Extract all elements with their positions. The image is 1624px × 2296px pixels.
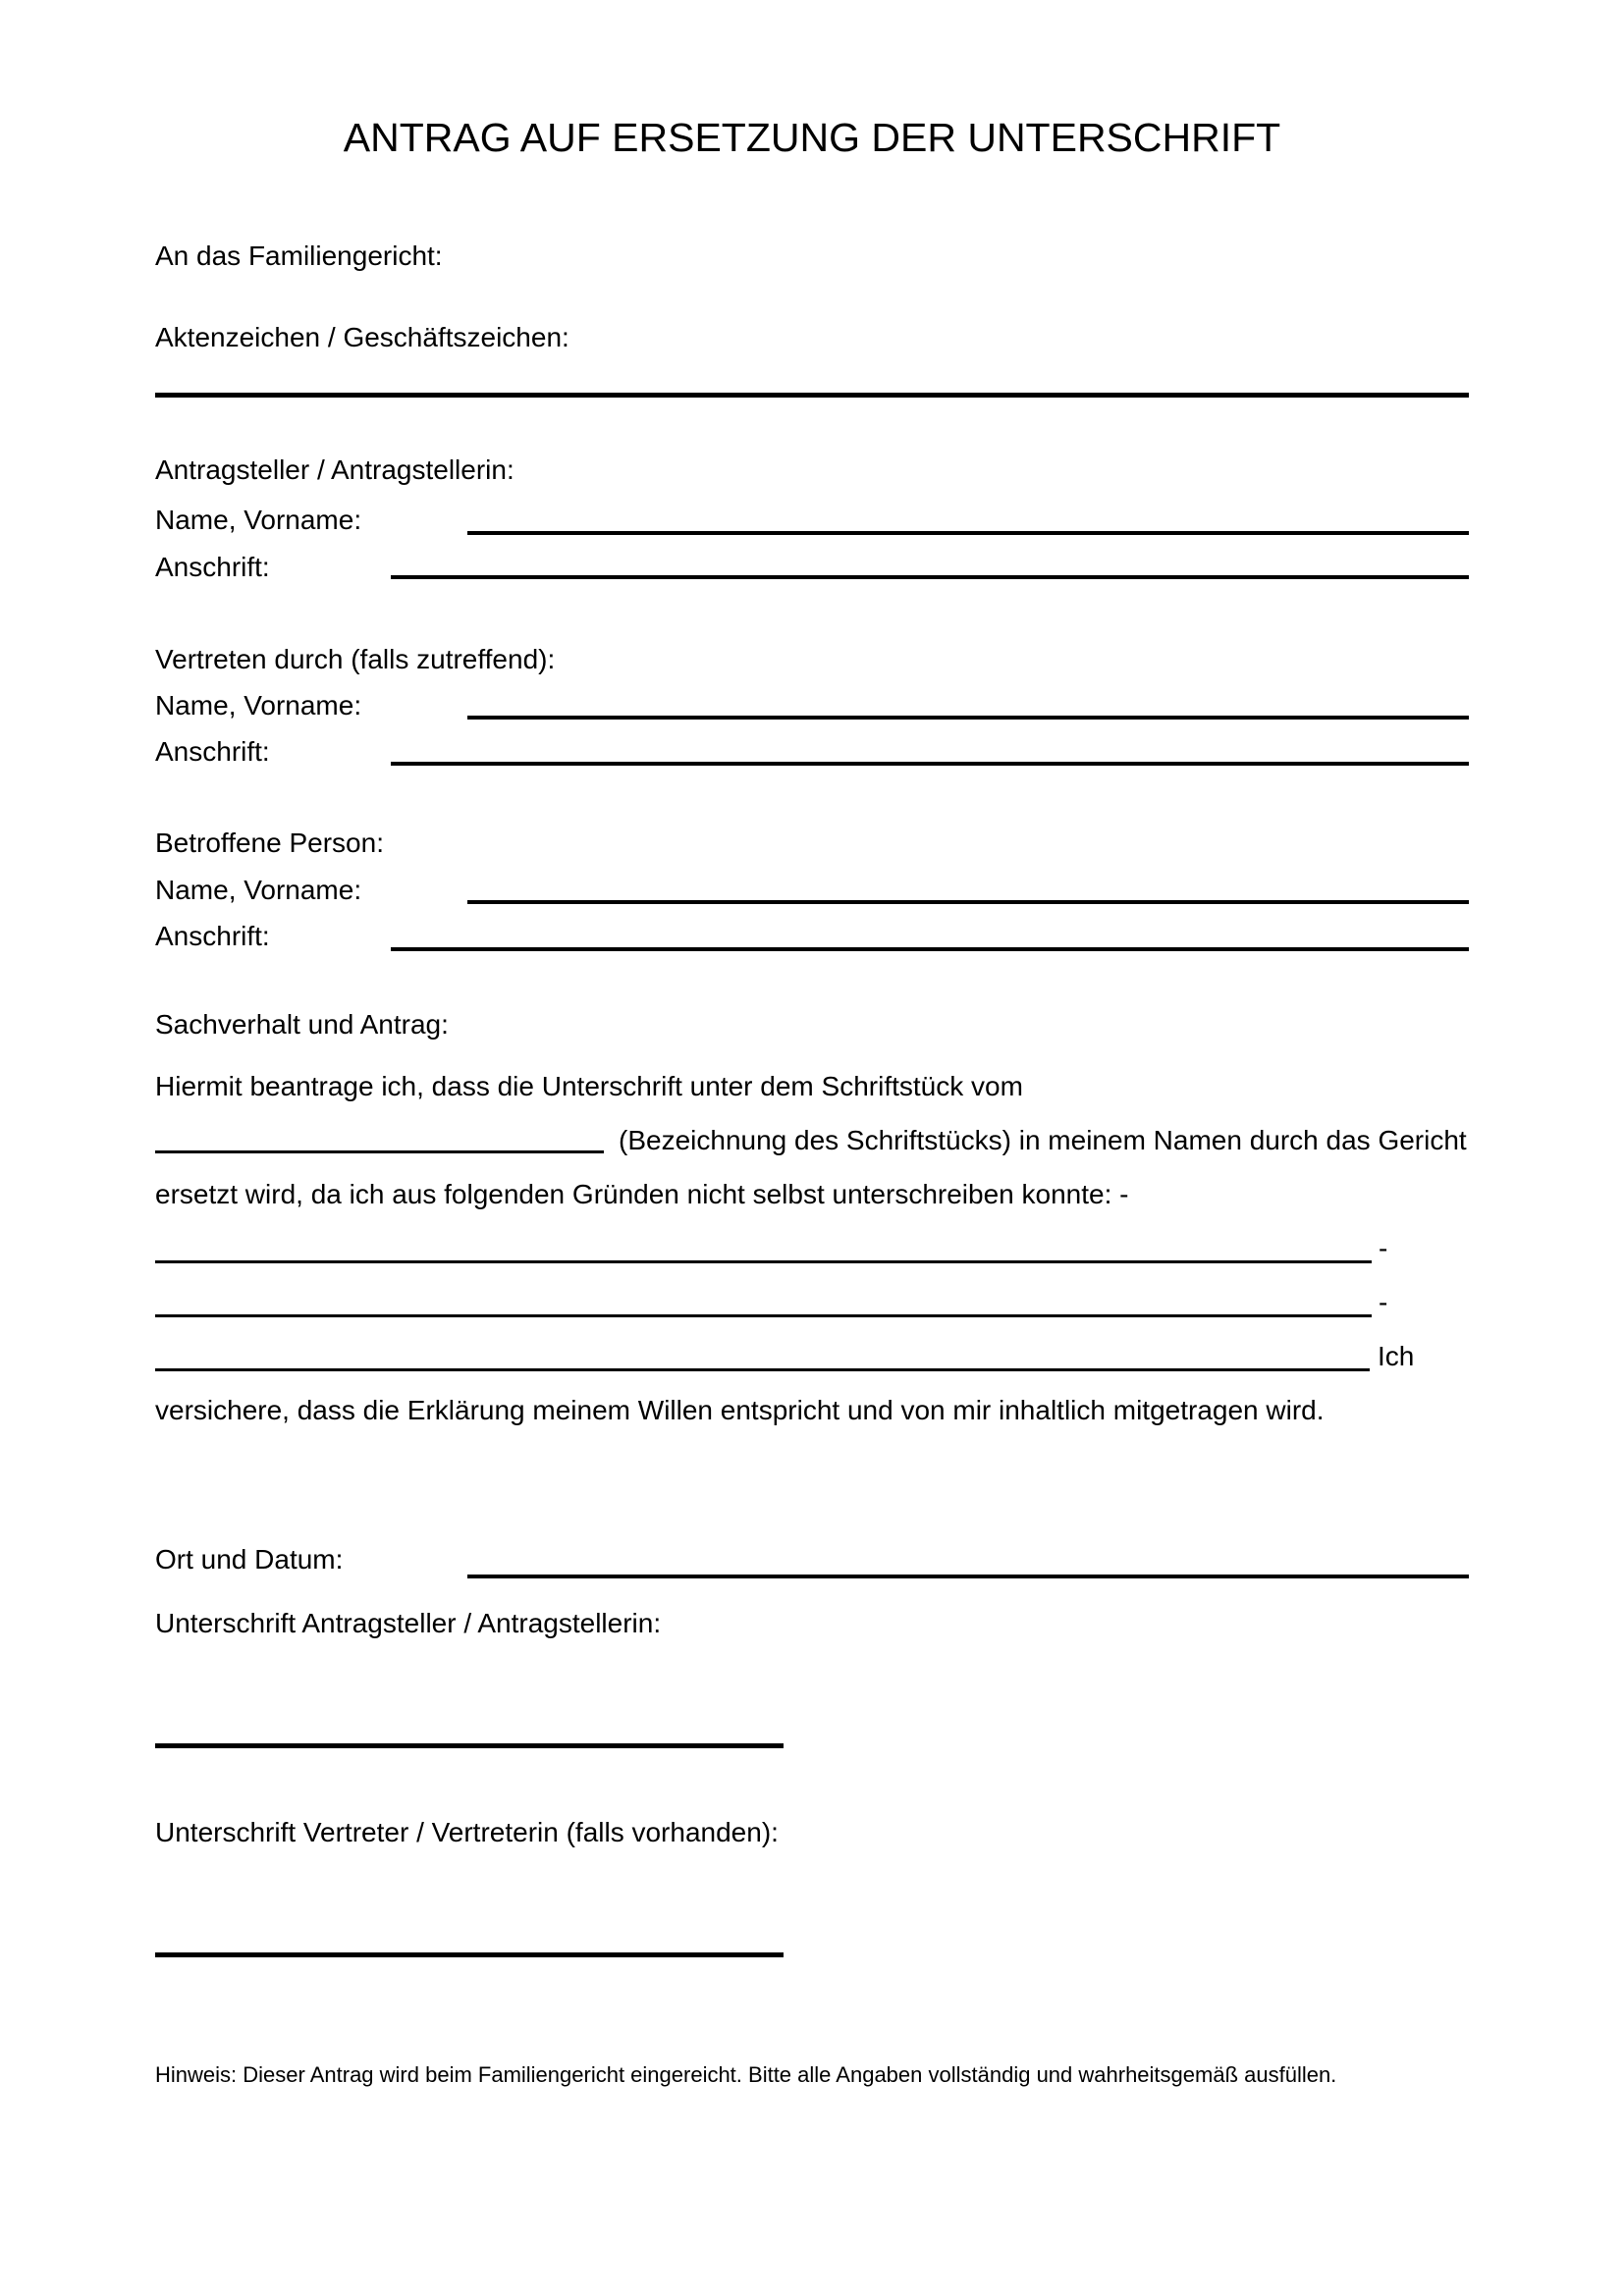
applicant-name-label: Name, Vorname: [155, 505, 362, 535]
applicant-address-input-line[interactable] [391, 575, 1469, 579]
reason-blank-suffix-2: - [1379, 1287, 1388, 1317]
representative-address-input-line[interactable] [391, 762, 1469, 766]
reference-label: Aktenzeichen / Geschäftszeichen: [155, 322, 569, 352]
applicant-section-heading: Antragsteller / Antragstellerin: [155, 454, 514, 485]
affected-person-address-label: Anschrift: [155, 921, 270, 951]
reason-blank-line-3[interactable] [155, 1368, 1370, 1371]
applicant-signature-label: Unterschrift Antragsteller / Antragstellerin: [155, 1608, 662, 1638]
representative-address-label: Anschrift: [155, 736, 270, 767]
place-date-label: Ort und Datum: [155, 1544, 344, 1575]
statement-section-heading: Sachverhalt und Antrag: [155, 1009, 449, 1040]
addressee-label: An das Familiengericht: [155, 240, 443, 271]
note-text: Hinweis: Dieser Antrag wird beim Familiengericht eingereicht. Bitte alle Angaben vollständig und wahrheitsgemäß ausfüllen. [155, 2062, 1337, 2087]
statement-closing-line: versichere, dass die Erklärung meinem Willen entspricht und von mir inhaltlich mitgetragen wird. [155, 1395, 1325, 1425]
affected-person-section-heading: Betroffene Person: [155, 828, 384, 858]
applicant-address-label: Anschrift: [155, 552, 270, 582]
place-date-input-line[interactable] [467, 1575, 1469, 1578]
affected-person-name-label: Name, Vorname: [155, 875, 362, 905]
reason-blank-line-1[interactable] [155, 1260, 1372, 1263]
statement-intro-line: Hiermit beantrage ich, dass die Unterschrift unter dem Schriftstück vom [155, 1071, 1023, 1101]
applicant-signature-line[interactable] [155, 1743, 784, 1748]
reason-blank-line-2[interactable] [155, 1314, 1372, 1317]
representative-signature-line[interactable] [155, 1952, 784, 1957]
representative-signature-label: Unterschrift Vertreter / Vertreterin (falls vorhanden): [155, 1817, 779, 1847]
representative-name-label: Name, Vorname: [155, 690, 362, 721]
document-title-blank-line[interactable] [155, 1150, 604, 1153]
document-blank-suffix-text: (Bezeichnung des Schriftstücks) in meinem Namen durch das Gericht [619, 1125, 1467, 1155]
reason-blank-suffix-3: Ich [1378, 1341, 1415, 1371]
affected-person-address-input-line[interactable] [391, 947, 1469, 951]
representative-section-heading: Vertreten durch (falls zutreffend): [155, 644, 556, 674]
reference-input-line[interactable] [155, 393, 1469, 398]
affected-person-name-input-line[interactable] [467, 900, 1469, 904]
applicant-name-input-line[interactable] [467, 531, 1469, 535]
reason-blank-suffix-1: - [1379, 1233, 1388, 1263]
statement-reason-intro-line: ersetzt wird, da ich aus folgenden Gründen nicht selbst unterschreiben konnte: - [155, 1179, 1129, 1209]
representative-name-input-line[interactable] [467, 716, 1469, 720]
form-title: ANTRAG AUF ERSETZUNG DER UNTERSCHRIFT [343, 115, 1281, 160]
